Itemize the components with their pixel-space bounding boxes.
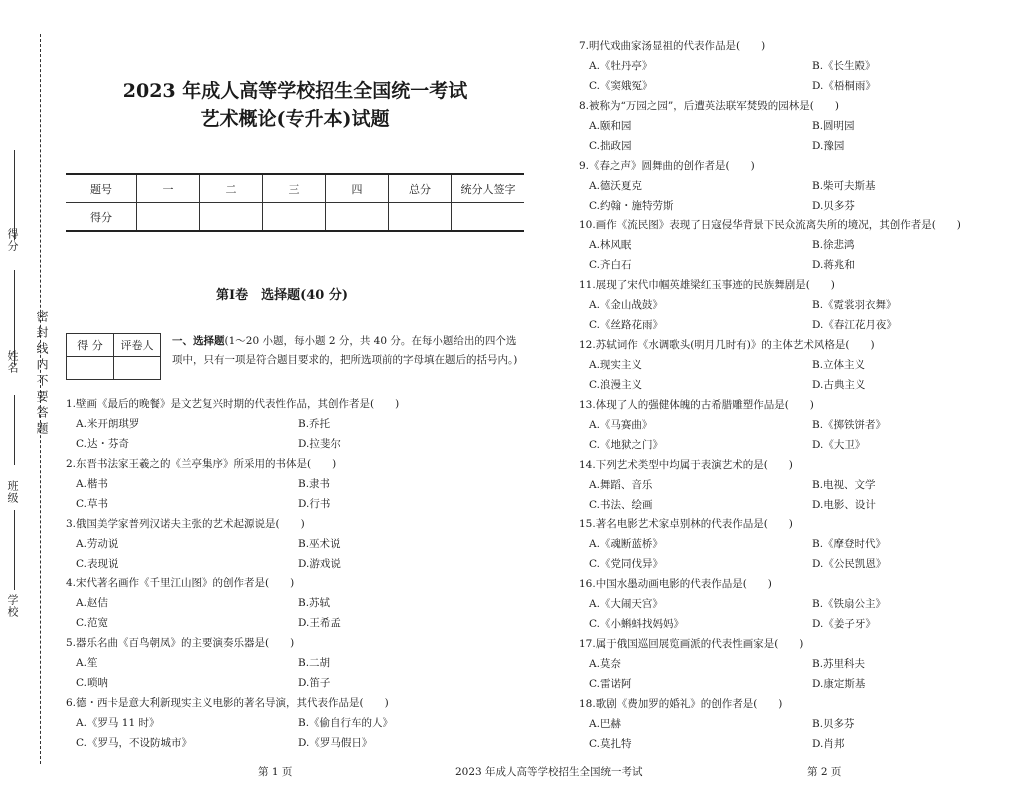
binding-class-label: 班级 (6, 480, 19, 504)
option-b[interactable]: B.《掷铁饼者》 (812, 418, 887, 431)
section1-instruction (172, 332, 518, 370)
score-cell[interactable] (263, 203, 326, 232)
option-c[interactable]: C.《小蝌蚪找妈妈》 (589, 618, 684, 631)
option-b[interactable]: B.隶书 (298, 477, 331, 490)
option-b[interactable]: B.乔托 (298, 418, 331, 430)
score-header-cell: 一 (137, 174, 200, 203)
option-c[interactable]: C.达・芬奇 (76, 438, 129, 450)
option-c[interactable]: C.《地狱之门》 (589, 438, 663, 451)
option-b[interactable]: B.巫术说 (298, 537, 341, 550)
option-d[interactable]: D.贝多芬 (812, 199, 855, 212)
option-d[interactable]: D.笛子 (298, 677, 331, 690)
question-stem: 2.东晋书法家王羲之的《兰亭集序》所采用的书体是( ) (66, 457, 337, 470)
score-header-cell: 四 (326, 174, 389, 203)
option-a[interactable]: A.楷书 (76, 477, 108, 490)
option-c[interactable]: C.雷诺阿 (589, 678, 632, 690)
option-d[interactable]: D.康定斯基 (812, 678, 866, 690)
score-cell[interactable] (137, 203, 200, 232)
question-stem: 3.俄国美学家普列汉诺夫主张的艺术起源说是( ) (66, 517, 305, 530)
option-a[interactable]: A.巴赫 (589, 717, 621, 730)
score-header-cell: 题号 (66, 174, 137, 203)
grader-score-cell[interactable] (67, 357, 114, 380)
option-a[interactable]: A.德沃夏克 (589, 179, 642, 192)
footer-right-page: 第 2 页 (807, 766, 842, 778)
option-a[interactable]: A.颐和园 (589, 119, 632, 132)
option-c[interactable]: C.草书 (76, 497, 108, 510)
option-a[interactable]: A.林风眠 (589, 239, 632, 252)
option-a[interactable]: A.《大闹天宫》 (589, 598, 663, 611)
option-d[interactable]: D.行书 (298, 497, 331, 510)
score-cell[interactable] (326, 203, 389, 232)
question-stem: 5.器乐名曲《百鸟朝凤》的主要演奏乐器是( ) (66, 637, 295, 650)
option-c[interactable]: C.齐白石 (589, 259, 632, 272)
question-stem: 1.壁画《最后的晚餐》是文艺复兴时期的代表性作品，其创作者是( ) (66, 398, 400, 410)
option-c[interactable]: C.表现说 (76, 557, 119, 570)
footer-center: 2023 年成人高等学校招生全国统一考试 (455, 766, 643, 778)
option-a[interactable]: A.劳动说 (76, 537, 119, 550)
option-c[interactable]: C.《党同伐异》 (589, 558, 663, 571)
option-a[interactable]: A.笙 (76, 657, 98, 670)
footer-left-page: 第 1 页 (258, 766, 293, 778)
option-a[interactable]: A.赵佶 (76, 597, 108, 610)
option-d[interactable]: D.《大卫》 (812, 438, 866, 451)
grader-name-header: 评卷人 (114, 334, 161, 357)
binding-name-label: 姓名 (6, 350, 19, 374)
option-c[interactable]: C.约翰・施特劳斯 (589, 199, 674, 212)
option-b[interactable]: B.立体主义 (812, 359, 866, 371)
score-header-cell: 统分人签字 (452, 174, 525, 203)
option-a[interactable]: A.舞蹈、音乐 (589, 478, 653, 491)
question-stem: 17.属于俄国巡回展览画派的代表性画家是( ) (579, 638, 804, 650)
question-stem: 12.苏轼词作《水调歌头(明月几时有)》的主体艺术风格是( ) (579, 339, 875, 351)
option-b[interactable]: B.《偷自行车的人》 (298, 717, 394, 729)
question-stem: 9.《春之声》圆舞曲的创作者是( ) (579, 159, 755, 172)
question-stem: 16.中国水墨动画电影的代表作品是( ) (579, 578, 772, 591)
exam-title: 2023 年成人高等学校招生全国统一考试 (122, 80, 468, 102)
option-b[interactable]: B.徐悲鸿 (812, 239, 855, 252)
option-a[interactable]: A.《魂断蓝桥》 (589, 538, 663, 551)
school-blank-line (14, 510, 15, 590)
option-c[interactable]: C.浪漫主义 (589, 379, 642, 391)
option-c[interactable]: C.书法、绘画 (589, 498, 653, 511)
option-d[interactable]: D.王希孟 (298, 617, 341, 630)
score-cell[interactable] (200, 203, 263, 232)
option-d[interactable]: D.电影、设计 (812, 498, 876, 511)
grader-table (66, 333, 161, 380)
option-d[interactable]: D.游戏说 (298, 557, 341, 570)
option-b[interactable]: B.柴可夫斯基 (812, 179, 876, 192)
option-c[interactable]: C.范宽 (76, 617, 108, 630)
score-cell[interactable] (389, 203, 452, 232)
option-b[interactable]: B.圆明园 (812, 119, 855, 132)
option-d[interactable]: D.《梧桐雨》 (812, 80, 876, 92)
option-d[interactable]: D.古典主义 (812, 379, 866, 391)
instruction-prefix: 一、选择题 (172, 335, 225, 347)
option-d[interactable]: D.《罗马假日》 (298, 737, 373, 749)
score-table-header-row (66, 174, 524, 203)
binding-school-label: 学校 (6, 594, 19, 618)
option-c[interactable]: C.拙政园 (589, 139, 632, 152)
question-stem: 18.歌剧《费加罗的婚礼》的创作者是( ) (579, 697, 783, 710)
option-a[interactable]: A.现实主义 (589, 359, 642, 371)
grader-name-cell[interactable] (114, 357, 161, 380)
grader-score-header: 得 分 (67, 334, 114, 357)
option-a[interactable]: A.米开朗琪罗 (76, 418, 140, 430)
question-stem: 7.明代戏曲家汤显祖的代表作品是( ) (579, 40, 766, 52)
option-d[interactable]: D.肖邦 (812, 737, 845, 750)
option-b[interactable]: B.苏里科夫 (812, 658, 866, 670)
score-blank-line (14, 150, 15, 240)
option-b[interactable]: B.《摩登时代》 (812, 538, 887, 551)
option-d[interactable]: D.《春江花月夜》 (812, 319, 897, 332)
option-c[interactable]: C.莫扎特 (589, 737, 632, 750)
option-b[interactable]: B.《长生殿》 (812, 60, 876, 72)
option-b[interactable]: B.电视、文学 (812, 478, 876, 491)
option-a[interactable]: A.《金山战鼓》 (589, 299, 663, 312)
option-d[interactable]: D.豫园 (812, 139, 845, 152)
question-stem: 11.展现了宋代巾帼英雄梁红玉事迹的民族舞剧是( ) (579, 279, 835, 292)
question-stem: 13.体现了人的强健体魄的古希腊雕塑作品是( ) (579, 398, 814, 411)
score-header-cell: 二 (200, 174, 263, 203)
option-d[interactable]: D.拉斐尔 (298, 438, 341, 450)
option-b[interactable]: B.《铁扇公主》 (812, 598, 887, 611)
option-b[interactable]: B.贝多芬 (812, 717, 855, 730)
option-b[interactable]: B.《霓裳羽衣舞》 (812, 299, 897, 312)
score-cell[interactable] (452, 203, 525, 232)
option-c[interactable]: C.《罗马，不设防城市》 (76, 737, 192, 749)
question-stem: 4.宋代著名画作《千里江山图》的创作者是( ) (66, 577, 295, 590)
seal-warning-text: 密封线内不要答题 (35, 310, 49, 438)
option-d[interactable]: D.《姜子牙》 (812, 618, 876, 631)
question-stem: 14.下列艺术类型中均属于表演艺术的是( ) (579, 458, 793, 471)
question-stem: 6.德・西卡是意大利新现实主义电影的著名导演，其代表作品是( ) (66, 697, 389, 709)
question-stem: 15.著名电影艺术家卓别林的代表作品是( ) (579, 518, 793, 531)
score-row-label: 得分 (66, 203, 137, 232)
option-a[interactable]: A.《马赛曲》 (589, 418, 653, 431)
option-b[interactable]: B.二胡 (298, 657, 331, 670)
exam-subtitle: 艺术概论(专升本)试题 (200, 108, 390, 130)
option-d[interactable]: D.蒋兆和 (812, 259, 855, 272)
option-b[interactable]: B.苏轼 (298, 597, 331, 610)
option-c[interactable]: C.《窦娥冤》 (589, 80, 653, 92)
option-a[interactable]: A.《罗马 11 时》 (76, 717, 160, 729)
score-table-score-row (66, 203, 524, 232)
option-c[interactable]: C.《丝路花雨》 (589, 319, 663, 332)
instruction-text: (1～20 小题，每小题 2 分，共 40 分。在每小题给出的四个选项中，只有一项是符合题目要求的，把所选项前的字母填在题后的括号内。) (172, 335, 518, 366)
option-c[interactable]: C.唢呐 (76, 677, 108, 690)
option-d[interactable]: D.《公民凯恩》 (812, 558, 887, 571)
score-table (66, 173, 524, 232)
option-a[interactable]: A.《牡丹亭》 (589, 60, 653, 72)
question-stem: 10.画作《流民图》表现了日寇侵华背景下民众流离失所的境况，其创作者是( ) (579, 219, 961, 232)
score-header-cell: 总分 (389, 174, 452, 203)
question-stem: 8.被称为“万园之园”，后遭英法联军焚毁的园林是( ) (579, 99, 839, 112)
option-a[interactable]: A.莫奈 (589, 658, 621, 670)
score-header-cell: 三 (263, 174, 326, 203)
binding-score-label: 得分 (6, 228, 19, 252)
section1-title: 第Ⅰ卷 选择题(40 分) (216, 288, 348, 303)
class-blank-line (14, 395, 15, 465)
